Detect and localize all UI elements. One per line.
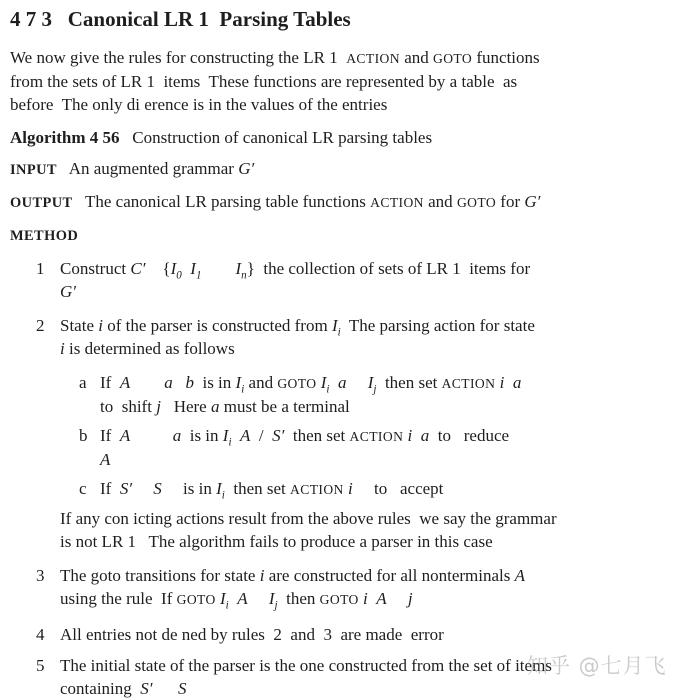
smallcaps-keyword: ACTION (290, 482, 344, 497)
math-symbol: A (237, 589, 248, 608)
text-run: for (496, 192, 525, 211)
text-run: to accept (352, 479, 444, 498)
math-symbol: j (407, 589, 413, 608)
math-symbol: I (367, 373, 374, 392)
smallcaps-keyword: INPUT (10, 162, 57, 178)
step-3 (10, 564, 673, 611)
math-subscript: i (326, 383, 330, 396)
text-run: to reduce (429, 426, 510, 445)
math-symbol: I (331, 316, 338, 335)
math-symbol: G′ (524, 192, 541, 211)
text-run: is determined as follows (64, 339, 235, 358)
input-line (10, 157, 673, 182)
math-subscript: j (373, 383, 377, 396)
list-item-text (60, 625, 444, 644)
smallcaps-keyword: ACTION (349, 429, 404, 444)
math-symbol: a (337, 373, 347, 392)
conflict-note (10, 507, 673, 553)
math-symbol: A (514, 566, 526, 585)
text-run: If (100, 479, 120, 498)
math-symbol: i (348, 479, 353, 498)
output-line (10, 190, 673, 215)
list-marker: 5 (36, 656, 45, 675)
math-subscript: n (241, 269, 247, 282)
math-subscript: 0 (176, 269, 182, 282)
method-line (10, 223, 673, 248)
math-symbol: A (119, 426, 131, 445)
math-symbol: S (153, 479, 162, 498)
text-run: If (100, 426, 120, 445)
text-run (130, 426, 173, 445)
math-symbol: j (156, 397, 161, 416)
smallcaps-keyword: ACTION (441, 376, 496, 391)
list-marker: a (79, 373, 87, 392)
list-marker: 2 (36, 316, 45, 335)
math-symbol: I (235, 373, 242, 392)
list-marker: 4 (36, 625, 45, 644)
math-symbol: I (219, 589, 226, 608)
text-run (229, 589, 238, 608)
smallcaps-keyword: METHOD (10, 228, 79, 244)
text-run: must be a terminal (219, 397, 350, 416)
text-run: then set (284, 426, 350, 445)
math-symbol: A (240, 426, 251, 445)
text-run: The goto transitions for state (60, 566, 260, 585)
text-run: Construction of canonical LR parsing tables (119, 128, 433, 147)
algorithm-heading (10, 126, 673, 149)
step-1 (10, 257, 673, 303)
math-symbol: I (268, 589, 275, 608)
math-symbol: S′ (119, 479, 133, 498)
math-subscript: 1 (195, 269, 202, 282)
text-run: and (423, 192, 457, 211)
math-symbol: I (216, 479, 222, 498)
substep-b (10, 424, 673, 471)
text-run (368, 589, 377, 608)
math-symbol: a (164, 373, 173, 392)
smallcaps-keyword: GOTO (176, 592, 216, 607)
text-run (412, 426, 421, 445)
math-symbol: S′ (140, 679, 153, 698)
math-symbol: A (100, 450, 111, 469)
math-subscript: j (274, 599, 278, 612)
list-marker: 3 (36, 566, 45, 585)
zhihu-watermark: 知乎 @七月飞 (527, 654, 667, 678)
text-run (173, 373, 186, 392)
text-run: / (250, 426, 273, 445)
text-run: are constructed for all nonterminals (264, 566, 515, 585)
substep-c (10, 477, 673, 501)
math-subscript: i (241, 383, 245, 396)
text-run (329, 373, 338, 392)
text-run: containing (60, 679, 141, 698)
math-symbol: a (210, 397, 220, 416)
math-subscript: i (221, 489, 225, 502)
math-symbol: i (259, 566, 265, 585)
math-symbol: G′ (238, 159, 255, 178)
text-run (232, 426, 241, 445)
smallcaps-keyword: ACTION (346, 51, 400, 66)
smallcaps-keyword: GOTO (456, 195, 497, 210)
text-run (202, 259, 236, 278)
step-2 (10, 314, 673, 360)
text-run (132, 479, 153, 498)
list-marker: 1 (36, 259, 45, 278)
math-symbol: b (185, 373, 194, 392)
step-5 (10, 654, 673, 700)
text-run: then set (376, 373, 442, 392)
math-symbol: a (420, 426, 430, 445)
text-run: } the collection of sets of LR 1 items for (246, 259, 531, 278)
smallcaps-keyword: GOTO (277, 376, 317, 391)
math-subscript: i (225, 599, 229, 612)
text-run (387, 589, 408, 608)
list-item-text (60, 259, 530, 301)
text-run: before The only di erence is in the values of the entries (10, 95, 388, 114)
text-run: of the parser is constructed from (102, 316, 332, 335)
text-run (504, 373, 513, 392)
section-heading (10, 6, 673, 32)
math-symbol: i (363, 589, 368, 608)
text-run: and (244, 373, 278, 392)
math-symbol: A (376, 589, 387, 608)
math-symbol: a (172, 426, 182, 445)
text-run: is in (181, 426, 223, 445)
list-item-text (100, 373, 521, 416)
math-symbol: S (177, 679, 187, 698)
list-item-text (60, 316, 535, 358)
text-run: All entries not de ned by rules 2 and 3 are made error (60, 625, 444, 644)
list-item-text (100, 426, 509, 469)
text-run: If (100, 373, 120, 392)
math-symbol: S′ (272, 426, 285, 445)
step-4 (10, 623, 673, 646)
text-run: from the sets of LR 1 items These functions are represented by a table as (10, 72, 518, 91)
smallcaps-keyword: GOTO (433, 51, 473, 66)
math-symbol: I (170, 259, 177, 278)
text-run (248, 589, 269, 608)
list-item-text (60, 656, 552, 698)
text-run: { (145, 259, 171, 278)
substep-a (10, 371, 673, 418)
smallcaps-keyword: GOTO (319, 592, 359, 607)
bold-text: Algorithm 4 56 (10, 128, 120, 147)
list-item-text (60, 566, 526, 612)
math-symbol: i (407, 426, 413, 445)
text-run: An augmented grammar (56, 159, 239, 178)
math-symbol: C′ (130, 259, 146, 278)
text-run: If any con icting actions result from the above rules we say the grammar (60, 509, 557, 528)
smallcaps-keyword: ACTION (370, 195, 424, 210)
math-symbol: i (60, 339, 65, 358)
text-run (346, 373, 367, 392)
text-run: The canonical LR parsing table functions (72, 192, 371, 211)
text-run: The initial state of the parser is the one constructed from the set of items (60, 656, 552, 675)
text-run: Construct (60, 259, 131, 278)
math-symbol: A (119, 373, 131, 392)
math-symbol: I (222, 426, 229, 445)
text-run: functions (472, 48, 540, 67)
math-symbol: I (320, 373, 327, 392)
math-subscript: i (228, 436, 232, 449)
list-marker: b (79, 426, 88, 445)
list-marker: c (79, 479, 87, 498)
text-run (130, 373, 164, 392)
text-run: then set (224, 479, 291, 498)
text-run: State (60, 316, 99, 335)
text-run: is in (161, 479, 217, 498)
math-symbol: I (190, 259, 196, 278)
math-symbol: i (98, 316, 103, 335)
text-run: We now give the rules for constructing the LR 1 (10, 48, 347, 67)
text-run: is not LR 1 The algorithm fails to produce a parser in this case (60, 532, 493, 551)
math-symbol: a (512, 373, 522, 392)
math-symbol: I (235, 259, 242, 278)
text-run: then (277, 589, 320, 608)
text-run: to shift (100, 397, 157, 416)
text-run: is in (193, 373, 236, 392)
text-run: and (399, 48, 433, 67)
text-run: 4 7 3 Canonical LR 1 Parsing Tables (10, 7, 351, 31)
math-symbol: i (499, 373, 505, 392)
math-subscript: i (337, 326, 341, 339)
smallcaps-keyword: OUTPUT (10, 195, 73, 211)
text-run: using the rule If (60, 589, 177, 608)
intro-paragraph (10, 46, 673, 116)
math-symbol: G′ (60, 282, 76, 301)
text-run: Here (160, 397, 211, 416)
text-run: The parsing action for state (340, 316, 535, 335)
list-item-text (100, 479, 444, 502)
